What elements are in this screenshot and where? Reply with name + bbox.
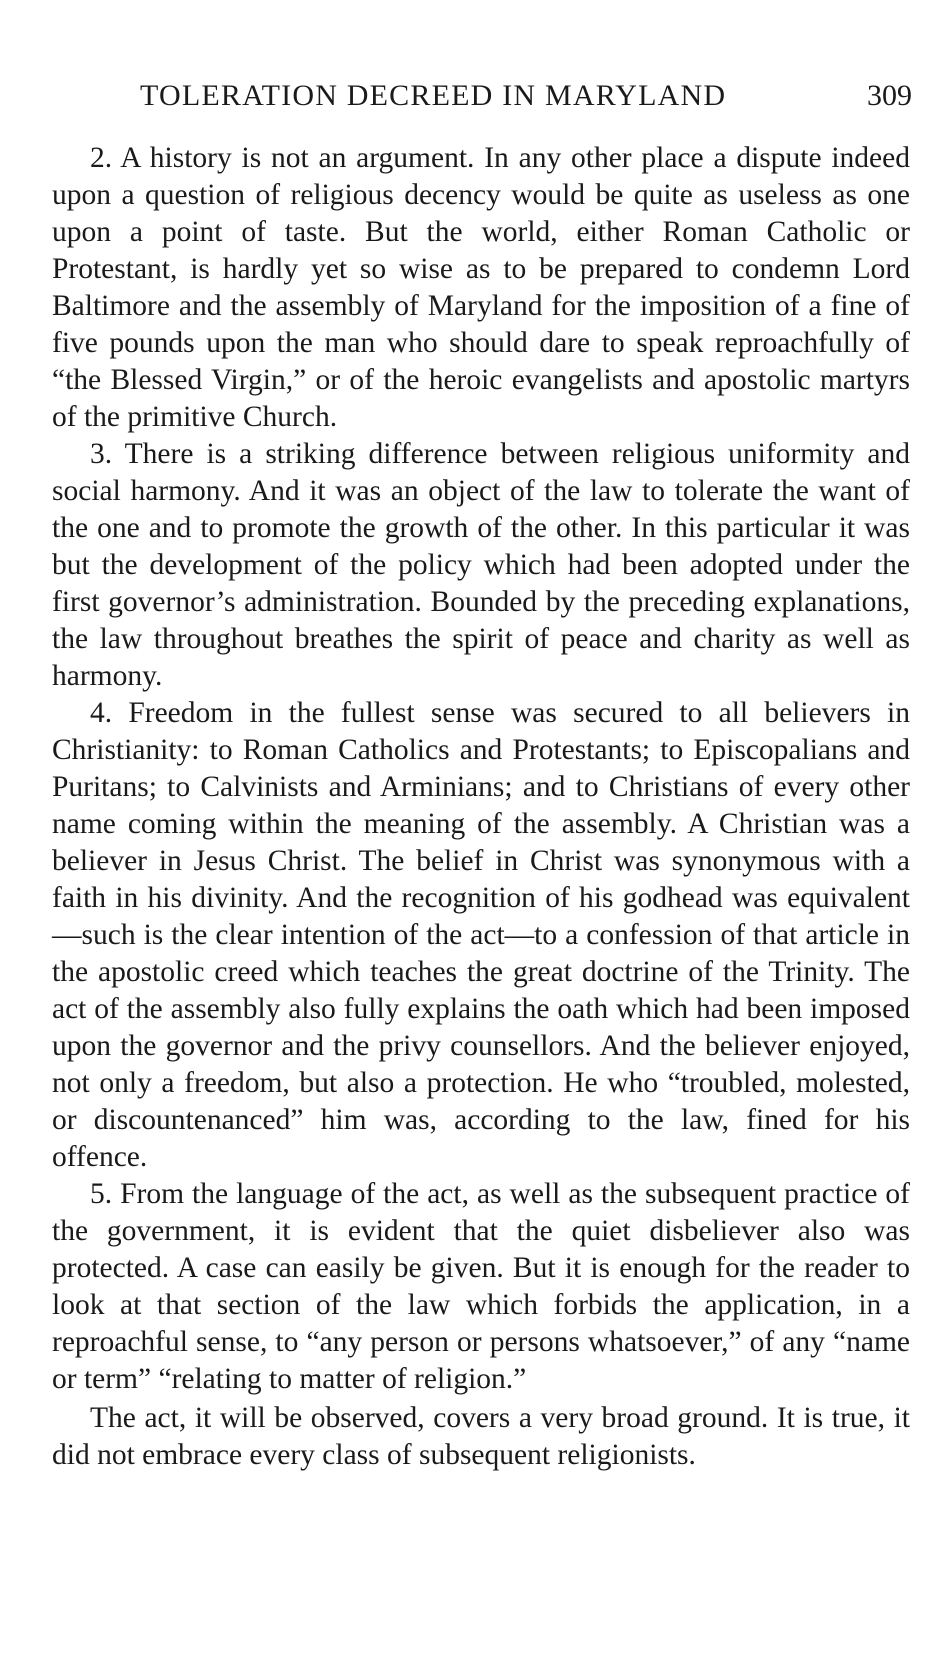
body-text <box>52 140 910 1474</box>
running-title: TOLERATION DECREED IN MARYLAND <box>140 79 727 112</box>
paragraph-2: 2. A history is not an argument. In any other place a dispute indeed upon a question of religious decency would be quite as useless as one upon a point of taste. But the world, either Roman Catholic or Protestant, is hardly yet so wise as to be prepared to condemn Lord Baltimore and the assembly of Maryland for the imposition of a fine of five pounds upon the man who should dare to speak reproachfully of “the Blessed Virgin,” or of the heroic evangelists and apostolic martyrs of the primitive Church. <box>52 142 910 433</box>
paragraph-5: 5. From the language of the act, as well as the subsequent practice of the government, it is evident that the quiet disbeliever also was protected. A case can easily be given. But it is enough for the reader to look at that section of the law which forbids the application, in a reproachful sense, to “any person or persons whatsoever,” of any “name or term” “relating to matter of religion.” <box>52 1178 910 1395</box>
paragraph-4: 4. Freedom in the fullest sense was secured to all believers in Christianity: to Roman Catholics and Protestants; to Episcopalians and Puritans; to Calvinists and Arminians; and to Christians of every other name coming within the meaning of the assembly. A Christian was a believer in Jesus Christ. The belief in Christ was synonymous with a faith in his divinity. And the recognition of his godhead was equivalent—such is the clear intention of the act—to a confession of that article in the apostolic creed which teaches the great doctrine of the Trinity. The act of the assembly also fully explains the oath which had been imposed upon the governor and the privy counsellors. And the believer enjoyed, not only a freedom, but also a protection. He who “troubled, molested, or discountenanced” him was, according to the law, fined for his offence. <box>52 697 910 1173</box>
running-head <box>140 74 912 118</box>
page-number: 309 <box>867 79 912 112</box>
paragraph-3: 3. There is a striking difference between religious uniformity and social harmony. And it was an object of the law to tolerate the want of the one and to promote the growth of the other. In this particular it was but the development of the policy which had been adopted under the first governor’s administration. Bounded by the preceding explanations, the law throughout breathes the spirit of peace and charity as well as harmony. <box>52 438 910 692</box>
paragraph-continuation: The act, it will be observed, covers a very broad ground. It is true, it did not embrace every class of subsequent religionists. <box>52 1402 910 1471</box>
